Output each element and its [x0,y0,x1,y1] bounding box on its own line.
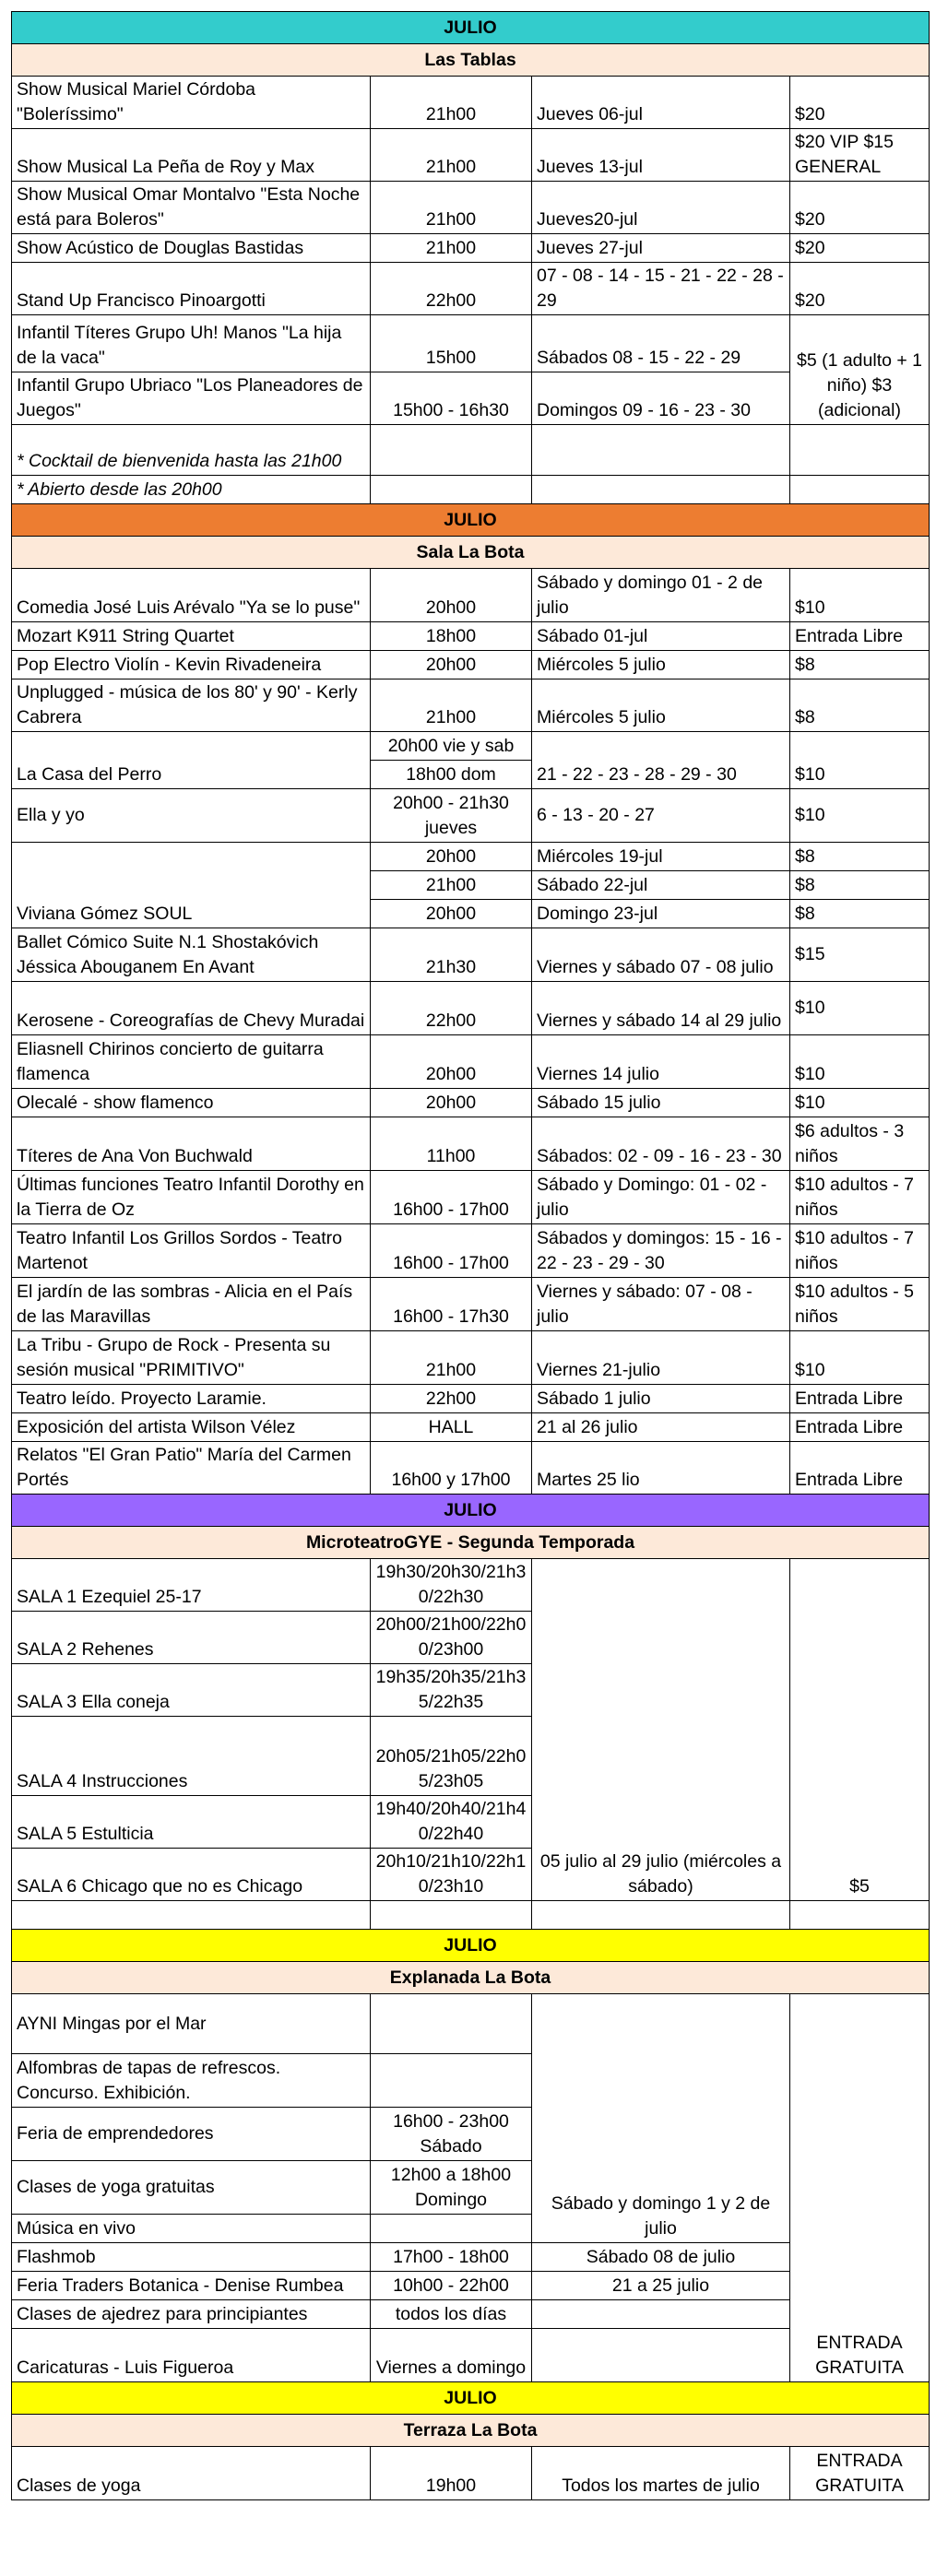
event-cell: Feria de emprendedores [12,2108,371,2161]
table-row [12,1278,930,1331]
price-cell: $20 [790,234,930,263]
time-cell: 20h00 [371,569,532,622]
event-cell: Show Musical La Peña de Roy y Max [12,129,371,182]
table-row [12,1331,930,1385]
venue-header-row [12,1527,930,1559]
table-row [12,732,930,761]
price-cell: $10 [790,732,930,789]
event-cell: Ella y yo [12,789,371,843]
table-row [12,1171,930,1224]
event-cell: Ballet Cómico Suite N.1 Shostakóvich Jéssica Abouganem En Avant [12,928,371,982]
event-cell: Teatro leído. Proyecto Laramie. [12,1385,371,1413]
price-cell: Entrada Libre [790,622,930,651]
price-cell: $10 adultos - 7 niños [790,1224,930,1278]
table-row [12,234,930,263]
price-cell: $10 [790,1035,930,1089]
event-cell: Infantil Títeres Grupo Uh! Manos "La hija de la vaca" [12,315,371,372]
price-cell: $5 [790,1559,930,1901]
time-cell: 21h30 [371,928,532,982]
date-cell: Sábados: 02 - 09 - 16 - 23 - 30 [532,1117,790,1171]
month-header-row [12,2382,930,2415]
time-cell: 21h00 [371,234,532,263]
time-cell: 22h00 [371,263,532,315]
time-cell: 15h00 [371,315,532,372]
time-cell: 16h00 - 17h30 [371,1278,532,1331]
event-cell: Flashmob [12,2243,371,2272]
table-row [12,476,930,504]
table-row [12,651,930,679]
price-cell: $10 adultos - 7 niños [790,1171,930,1224]
date-cell: Viernes y sábado: 07 - 08 - julio [532,1278,790,1331]
date-cell: Viernes y sábado 14 al 29 julio [532,982,790,1035]
time-cell: 18h00 dom [371,761,532,789]
price-cell: $10 [790,1089,930,1117]
price-cell: ENTRADA GRATUITA [790,2447,930,2500]
event-cell: Mozart K911 String Quartet [12,622,371,651]
venue-header: Las Tablas [12,44,930,77]
price-cell: $8 [790,843,930,871]
event-cell: Infantil Grupo Ubriaco "Los Planeadores de Juegos" [12,372,371,425]
date-cell: Sábado 22-jul [532,871,790,900]
table-row [12,263,930,315]
event-cell: SALA 6 Chicago que no es Chicago [12,1849,371,1901]
date-cell: Todos los martes de julio [532,2447,790,2500]
event-cell: La Casa del Perro [12,732,371,789]
price-cell: $5 (1 adulto + 1 niño) $3 (adicional) [790,315,930,425]
venue-header-row [12,1962,930,1994]
venue-header-row [12,537,930,569]
table-row [12,1413,930,1442]
event-cell: Olecalé - show flamenco [12,1089,371,1117]
date-cell: Viernes y sábado 07 - 08 julio [532,928,790,982]
price-cell: $8 [790,651,930,679]
price-cell: $10 adultos - 5 niños [790,1278,930,1331]
event-cell: AYNI Mingas por el Mar [12,1994,371,2054]
month-header-row [12,1930,930,1962]
time-cell: 15h00 - 16h30 [371,372,532,425]
table-row [12,1994,930,2054]
price-cell: $8 [790,679,930,732]
event-cell: SALA 1 Ezequiel 25-17 [12,1559,371,1612]
event-cell: SALA 4 Instrucciones [12,1717,371,1796]
event-cell: El jardín de las sombras - Alicia en el País de las Maravillas [12,1278,371,1331]
table-row [12,1901,930,1930]
price-cell: $20 [790,182,930,234]
price-cell: $8 [790,871,930,900]
month-header-row [12,504,930,537]
time-cell: 20h10/21h10/22h10/23h10 [371,1849,532,1901]
table-row [12,679,930,732]
month-header: JULIO [12,12,930,44]
date-cell: Domingo 23-jul [532,900,790,928]
price-cell: $10 [790,569,930,622]
price-cell: Entrada Libre [790,1413,930,1442]
time-cell: 20h00 [371,1035,532,1089]
event-cell: Caricaturas - Luis Figueroa [12,2329,371,2382]
event-cell: Clases de ajedrez para principiantes [12,2300,371,2329]
time-cell: 20h00 [371,843,532,871]
time-cell: 16h00 - 17h00 [371,1171,532,1224]
date-cell: Jueves 27-jul [532,234,790,263]
date-cell: Sábados y domingos: 15 - 16 - 22 - 23 - 29 - 30 [532,1224,790,1278]
date-cell: 21 a 25 julio [532,2272,790,2300]
table-row [12,425,930,476]
event-cell: Viviana Gómez SOUL [12,843,371,928]
event-cell: Show Musical Mariel Córdoba "Boleríssimo" [12,77,371,129]
date-cell: Miércoles 5 julio [532,679,790,732]
time-cell: 11h00 [371,1117,532,1171]
venue-header: Explanada La Bota [12,1962,930,1994]
month-header-row [12,1495,930,1527]
price-cell: $10 [790,789,930,843]
date-cell: Sábados 08 - 15 - 22 - 29 [532,315,790,372]
event-cell: Teatro Infantil Los Grillos Sordos - Teatro Martenot [12,1224,371,1278]
price-cell: $10 [790,982,930,1035]
time-cell: 21h00 [371,182,532,234]
event-cell: La Tribu - Grupo de Rock - Presenta su sesión musical "PRIMITIVO" [12,1331,371,1385]
event-cell: Clases de yoga [12,2447,371,2500]
date-cell: Sábado 1 julio [532,1385,790,1413]
time-cell: Viernes a domingo [371,2329,532,2382]
time-cell: 12h00 a 18h00 Domingo [371,2161,532,2215]
table-row [12,1224,930,1278]
table-row [12,843,930,871]
event-cell: Unplugged - música de los 80' y 90' - Kerly Cabrera [12,679,371,732]
table-row [12,569,930,622]
venue-header-row [12,2415,930,2447]
time-cell: 20h00 vie y sab [371,732,532,761]
time-cell: 21h00 [371,871,532,900]
table-row [12,1385,930,1413]
price-cell: $10 [790,1331,930,1385]
event-cell: Eliasnell Chirinos concierto de guitarra flamenca [12,1035,371,1089]
date-cell: 6 - 13 - 20 - 27 [532,789,790,843]
event-cell: Últimas funciones Teatro Infantil Dorothy en la Tierra de Oz [12,1171,371,1224]
price-cell: Entrada Libre [790,1442,930,1495]
date-cell: 21 al 26 julio [532,1413,790,1442]
event-cell: Títeres de Ana Von Buchwald [12,1117,371,1171]
table-row [12,1035,930,1089]
date-cell: Jueves20-jul [532,182,790,234]
time-cell: 20h00 [371,651,532,679]
month-header: JULIO [12,504,930,537]
event-cell: Relatos "El Gran Patio" María del Carmen Portés [12,1442,371,1495]
date-cell: Jueves 13-jul [532,129,790,182]
note-cell: * Cocktail de bienvenida hasta las 21h00 [12,425,371,476]
event-cell: Exposición del artista Wilson Vélez [12,1413,371,1442]
event-cell: Show Musical Omar Montalvo "Esta Noche está para Boleros" [12,182,371,234]
event-cell: Alfombras de tapas de refrescos. Concurso. Exhibición. [12,2054,371,2108]
date-cell: 21 - 22 - 23 - 28 - 29 - 30 [532,732,790,789]
date-cell: Sábado y domingo 1 y 2 de julio [532,1994,790,2243]
date-cell: Sábado y domingo 01 - 2 de julio [532,569,790,622]
date-cell: Miércoles 5 julio [532,651,790,679]
table-row [12,129,930,182]
date-cell: Jueves 06-jul [532,77,790,129]
time-cell: 20h00 [371,900,532,928]
venue-header-row [12,44,930,77]
date-cell: Domingos 09 - 16 - 23 - 30 [532,372,790,425]
table-row [12,77,930,129]
event-cell: SALA 3 Ella coneja [12,1664,371,1717]
date-cell: Sábado 08 de julio [532,2243,790,2272]
event-cell: SALA 5 Estulticia [12,1796,371,1849]
time-cell: 20h00 [371,1089,532,1117]
venue-header: Sala La Bota [12,537,930,569]
date-cell: Miércoles 19-jul [532,843,790,871]
event-cell: Comedia José Luis Arévalo "Ya se lo puse" [12,569,371,622]
time-cell: 20h00/21h00/22h00/23h00 [371,1612,532,1664]
event-cell: SALA 2 Rehenes [12,1612,371,1664]
table-row [12,928,930,982]
date-cell: Sábado y Domingo: 01 - 02 - julio [532,1171,790,1224]
time-cell: 10h00 - 22h00 [371,2272,532,2300]
price-cell: ENTRADA GRATUITA [790,1994,930,2382]
time-cell: 19h30/20h30/21h30/22h30 [371,1559,532,1612]
table-row [12,2447,930,2500]
date-cell: 07 - 08 - 14 - 15 - 21 - 22 - 28 - 29 [532,263,790,315]
month-header: JULIO [12,2382,930,2415]
time-cell: 20h00 - 21h30 jueves [371,789,532,843]
month-header: JULIO [12,1495,930,1527]
price-cell: Entrada Libre [790,1385,930,1413]
table-row [12,1559,930,1612]
table-row [12,982,930,1035]
table-row [12,1117,930,1171]
date-cell: Viernes 14 julio [532,1035,790,1089]
date-cell: Sábado 01-jul [532,622,790,651]
price-cell: $20 [790,77,930,129]
event-cell: Feria Traders Botanica - Denise Rumbea [12,2272,371,2300]
table-row [12,315,930,372]
month-header-row [12,12,930,44]
date-cell: Sábado 15 julio [532,1089,790,1117]
time-cell: 18h00 [371,622,532,651]
time-cell: 19h35/20h35/21h35/22h35 [371,1664,532,1717]
time-cell: 21h00 [371,1331,532,1385]
time-cell: 16h00 y 17h00 [371,1442,532,1495]
price-cell: $20 VIP $15 GENERAL [790,129,930,182]
table-row [12,622,930,651]
time-cell: 22h00 [371,982,532,1035]
price-cell: $15 [790,928,930,982]
time-cell: 19h40/20h40/21h40/22h40 [371,1796,532,1849]
venue-header: MicroteatroGYE - Segunda Temporada [12,1527,930,1559]
event-cell: Música en vivo [12,2215,371,2243]
event-cell: Pop Electro Violín - Kevin Rivadeneira [12,651,371,679]
time-cell: 21h00 [371,679,532,732]
time-cell: 21h00 [371,129,532,182]
time-cell: 22h00 [371,1385,532,1413]
date-cell: Viernes 21-julio [532,1331,790,1385]
table-row [12,789,930,843]
event-cell: Show Acústico de Douglas Bastidas [12,234,371,263]
time-cell: 19h00 [371,2447,532,2500]
events-spreadsheet [11,11,929,2500]
table-row [12,182,930,234]
time-cell: 20h05/21h05/22h05/23h05 [371,1717,532,1796]
time-cell: HALL [371,1413,532,1442]
price-cell: $20 [790,263,930,315]
time-cell: 21h00 [371,77,532,129]
table-row [12,1089,930,1117]
time-cell: 16h00 - 17h00 [371,1224,532,1278]
price-cell: $6 adultos - 3 niños [790,1117,930,1171]
date-cell: Martes 25 lio [532,1442,790,1495]
event-cell: Stand Up Francisco Pinoargotti [12,263,371,315]
table-row [12,1442,930,1495]
month-header: JULIO [12,1930,930,1962]
event-cell: Kerosene - Coreografías de Chevy Muradai [12,982,371,1035]
time-cell: 17h00 - 18h00 [371,2243,532,2272]
time-cell: todos los días [371,2300,532,2329]
price-cell: $8 [790,900,930,928]
note-cell: * Abierto desde las 20h00 [12,476,371,504]
date-cell: 05 julio al 29 julio (miércoles a sábado) [532,1559,790,1901]
time-cell: 16h00 - 23h00 Sábado [371,2108,532,2161]
venue-header: Terraza La Bota [12,2415,930,2447]
event-cell: Clases de yoga gratuitas [12,2161,371,2215]
events-table [11,11,930,2500]
